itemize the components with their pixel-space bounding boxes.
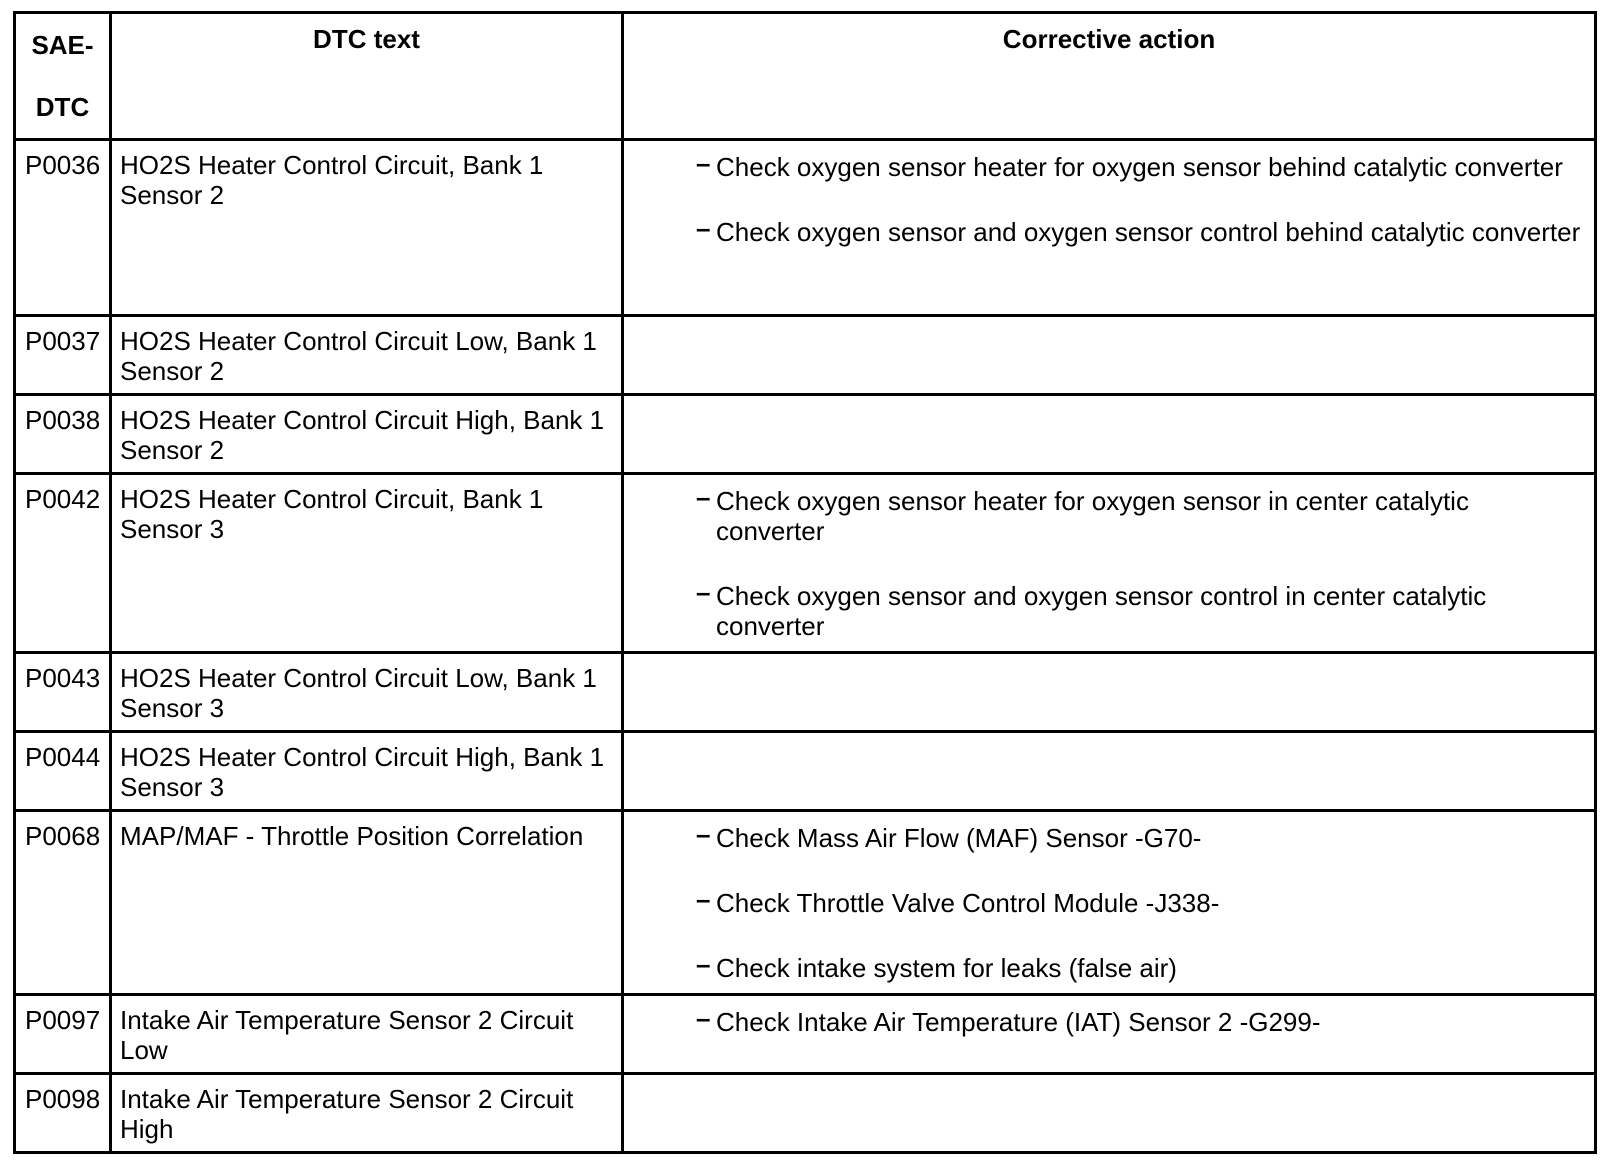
dtc-text-cell: MAP/MAF - Throttle Position Correlation bbox=[111, 811, 623, 995]
dtc-code-cell: P0097 bbox=[15, 995, 111, 1074]
corrective-action-item bbox=[696, 1003, 1584, 1037]
corrective-action-cell bbox=[623, 1074, 1596, 1153]
bullet-dash: – bbox=[696, 884, 711, 914]
bullet-dash: – bbox=[696, 949, 711, 979]
dtc-text-cell: HO2S Heater Control Circuit Low, Bank 1 Sensor 2 bbox=[111, 316, 623, 395]
corrective-action-text: Check intake system for leaks (false air) bbox=[716, 953, 1177, 983]
table-row bbox=[15, 316, 1596, 395]
corrective-action-item bbox=[696, 213, 1584, 247]
table-row bbox=[15, 395, 1596, 474]
corrective-action-text: Check Throttle Valve Control Module -J338- bbox=[716, 888, 1220, 918]
table-row bbox=[15, 995, 1596, 1074]
dtc-text-cell: HO2S Heater Control Circuit Low, Bank 1 Sensor 3 bbox=[111, 653, 623, 732]
corrective-action-text: Check oxygen sensor heater for oxygen sensor behind catalytic converter bbox=[716, 152, 1563, 182]
dtc-table bbox=[13, 11, 1597, 1154]
table-row bbox=[15, 653, 1596, 732]
dtc-text-cell: HO2S Heater Control Circuit, Bank 1 Sensor 2 bbox=[111, 140, 623, 316]
dtc-code-cell: P0098 bbox=[15, 1074, 111, 1153]
corrective-action-item bbox=[696, 949, 1584, 983]
header-corrective-action: Corrective action bbox=[623, 13, 1596, 140]
header-sae-dtc-line-1: SAE- bbox=[31, 30, 94, 60]
header-dtc-text: DTC text bbox=[111, 13, 623, 140]
table-header bbox=[15, 13, 1596, 140]
dtc-code-cell: P0042 bbox=[15, 474, 111, 653]
corrective-action-item bbox=[696, 884, 1584, 918]
corrective-action-item bbox=[696, 148, 1584, 182]
bullet-dash: – bbox=[696, 819, 711, 849]
bullet-dash: – bbox=[696, 1003, 711, 1033]
corrective-action-text: Check oxygen sensor heater for oxygen sensor in center catalytic converter bbox=[716, 486, 1469, 546]
corrective-action-cell bbox=[623, 474, 1596, 653]
corrective-action-text: Check Mass Air Flow (MAF) Sensor -G70- bbox=[716, 823, 1202, 853]
table-row bbox=[15, 474, 1596, 653]
dtc-text-cell: Intake Air Temperature Sensor 2 Circuit High bbox=[111, 1074, 623, 1153]
corrective-action-cell bbox=[623, 995, 1596, 1074]
corrective-action-text: Check oxygen sensor and oxygen sensor control in center catalytic converter bbox=[716, 581, 1487, 641]
corrective-action-text: Check Intake Air Temperature (IAT) Sensor 2 -G299- bbox=[716, 1007, 1321, 1037]
bullet-dash: – bbox=[696, 148, 711, 178]
corrective-action-cell bbox=[623, 653, 1596, 732]
bullet-dash: – bbox=[696, 482, 711, 512]
corrective-action-cell bbox=[623, 395, 1596, 474]
corrective-action-cell bbox=[623, 732, 1596, 811]
dtc-code-cell: P0043 bbox=[15, 653, 111, 732]
dtc-code-cell: P0044 bbox=[15, 732, 111, 811]
dtc-code-cell: P0068 bbox=[15, 811, 111, 995]
dtc-text-cell: HO2S Heater Control Circuit, Bank 1 Sensor 3 bbox=[111, 474, 623, 653]
corrective-action-cell bbox=[623, 140, 1596, 316]
header-row bbox=[15, 13, 1596, 140]
dtc-text-cell: HO2S Heater Control Circuit High, Bank 1 Sensor 2 bbox=[111, 395, 623, 474]
corrective-action-text: Check oxygen sensor and oxygen sensor control behind catalytic converter bbox=[716, 217, 1581, 247]
table-row bbox=[15, 811, 1596, 995]
dtc-code-cell: P0038 bbox=[15, 395, 111, 474]
bullet-dash: – bbox=[696, 213, 711, 243]
corrective-action-item bbox=[696, 819, 1584, 853]
bullet-dash: – bbox=[696, 577, 711, 607]
corrective-action-item bbox=[696, 577, 1584, 641]
corrective-action-item bbox=[696, 482, 1584, 546]
table-body bbox=[15, 140, 1596, 1153]
header-sae-dtc bbox=[15, 13, 111, 140]
dtc-code-cell: P0036 bbox=[15, 140, 111, 316]
table-row bbox=[15, 140, 1596, 316]
corrective-action-cell bbox=[623, 316, 1596, 395]
dtc-code-cell: P0037 bbox=[15, 316, 111, 395]
header-sae-dtc-line-2: DTC bbox=[35, 92, 90, 122]
dtc-text-cell: Intake Air Temperature Sensor 2 Circuit Low bbox=[111, 995, 623, 1074]
corrective-action-cell bbox=[623, 811, 1596, 995]
table-row bbox=[15, 1074, 1596, 1153]
table-row bbox=[15, 732, 1596, 811]
dtc-text-cell: HO2S Heater Control Circuit High, Bank 1 Sensor 3 bbox=[111, 732, 623, 811]
